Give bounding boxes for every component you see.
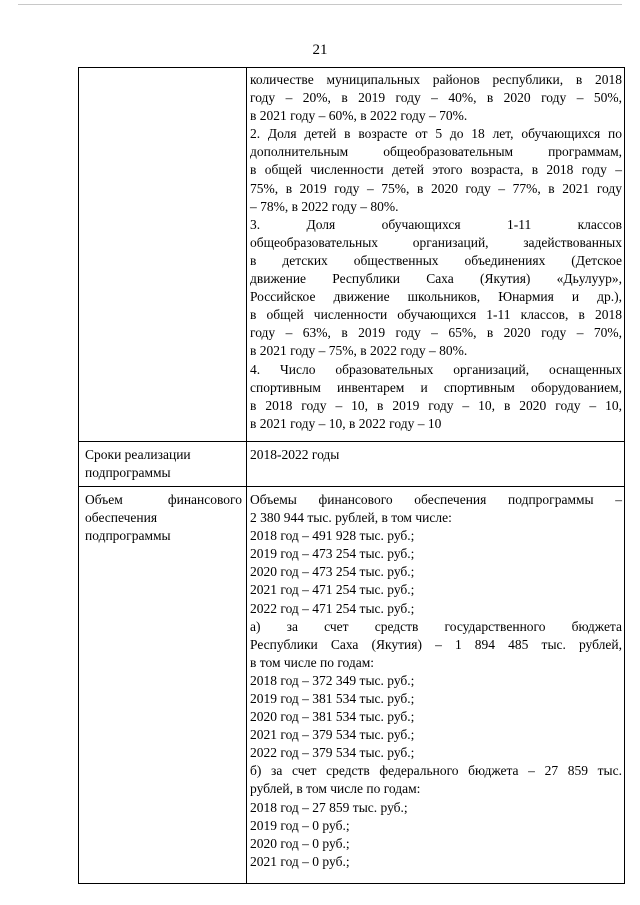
text-line: 2022 год – 471 254 тыс. руб.; xyxy=(250,600,415,616)
text-line: 75%, в 2019 году – 75%, в 2020 году – 77%, в 2021 году xyxy=(250,180,622,196)
text-line: 2018 год – 27 859 тыс. руб.; xyxy=(250,799,408,815)
text-line: в 2021 году – 10, в 2022 году – 10 xyxy=(250,415,442,431)
text-line: 3. Доля обучающихся 1-11 классов xyxy=(250,216,622,232)
text-line: в 2021 году – 60%, в 2022 году – 70%. xyxy=(250,108,468,124)
text-line: спортивным инвентарем и спортивным оборудованием, xyxy=(250,379,622,395)
table-row-indicators xyxy=(79,68,625,442)
text-line: 2019 год – 0 руб.; xyxy=(250,817,350,833)
text-line: количестве муниципальных районов республики, в 2018 xyxy=(250,72,622,87)
text-line: году – 63%, в 2019 году – 65%, в 2020 году – 70%, xyxy=(250,325,622,341)
terms-label-line: Сроки реализации xyxy=(85,446,191,462)
terms-label-cell xyxy=(79,441,247,486)
text-line: 2018 год – 372 349 тыс. руб.; xyxy=(250,672,415,688)
text-line: в детских общественных объединениях (Детское xyxy=(250,252,622,268)
text-line: 2. Доля детей в возрасте от 5 до 18 лет, обучающихся по xyxy=(250,126,622,142)
text-line: Объемы финансового обеспечения подпрограммы – xyxy=(250,491,622,507)
terms-value-cell xyxy=(247,441,625,486)
text-line: в 2018 году – 10, в 2019 году – 10, в 2020 году – 10, xyxy=(250,397,622,413)
funding-label xyxy=(79,487,246,549)
text-line: 2021 год – 471 254 тыс. руб.; xyxy=(250,582,415,598)
text-line: 2019 год – 473 254 тыс. руб.; xyxy=(250,546,415,562)
text-line: в общей численности детей этого возраста, в 2018 году – xyxy=(250,162,622,178)
text-line: 2020 год – 381 534 тыс. руб.; xyxy=(250,709,415,725)
page-top-rule xyxy=(18,4,622,5)
funding-value-cell xyxy=(247,486,625,883)
terms-label-line: подпрограммы xyxy=(85,464,171,480)
funding-label-line: Объем финансового xyxy=(85,491,242,507)
terms-value-text: 2018-2022 годы xyxy=(250,446,340,462)
text-line: 2020 год – 0 руб.; xyxy=(250,835,350,851)
text-line: Республики Саха (Якутия) – 1 894 485 тыс. рублей, xyxy=(250,636,622,652)
funding-text xyxy=(247,487,624,883)
indicators-text xyxy=(247,68,624,441)
table-row-terms xyxy=(79,441,625,486)
subprogram-passport-table xyxy=(78,67,625,884)
text-line: дополнительным общеобразовательным программам, xyxy=(250,144,622,160)
funding-label-cell xyxy=(79,486,247,883)
text-line: рублей, в том числе по годам: xyxy=(250,781,421,797)
text-line: – 78%, в 2022 году – 80%. xyxy=(250,198,399,214)
text-line: 2021 год – 0 руб.; xyxy=(250,853,350,869)
funding-label-line: подпрограммы xyxy=(85,527,171,543)
text-line: 4. Число образовательных организаций, оснащенных xyxy=(250,361,622,377)
terms-label xyxy=(79,442,246,486)
text-line: движение Республики Саха (Якутия) «Дьулуур», xyxy=(250,271,622,287)
text-line: общеобразовательных организаций, задействованных xyxy=(250,234,622,250)
text-line: Российское движение школьников, Юнармия и др.), xyxy=(250,289,622,305)
terms-value xyxy=(247,442,624,486)
text-line: 2018 год – 491 928 тыс. руб.; xyxy=(250,528,415,544)
text-line: в 2021 году – 75%, в 2022 году – 80%. xyxy=(250,343,468,359)
text-line: 2022 год – 379 534 тыс. руб.; xyxy=(250,745,415,761)
text-line: 2021 год – 379 534 тыс. руб.; xyxy=(250,727,415,743)
funding-label-line: обеспечения xyxy=(85,509,158,525)
table-row-funding xyxy=(79,486,625,883)
page-number: 21 xyxy=(312,42,328,58)
text-line: в общей численности обучающихся 1-11 классов, в 2018 xyxy=(250,307,622,323)
text-line: а) за счет средств государственного бюджета xyxy=(250,618,622,634)
text-line: в том числе по годам: xyxy=(250,654,375,670)
text-line: году – 20%, в 2019 году – 40%, в 2020 году – 50%, xyxy=(250,90,622,106)
text-line: б) за счет средств федерального бюджета – 27 859 тыс. xyxy=(250,763,622,779)
indicators-label-cell xyxy=(79,68,247,442)
text-line: 2019 год – 381 534 тыс. руб.; xyxy=(250,691,415,706)
indicators-value-cell xyxy=(247,68,625,442)
text-line: 2 380 944 тыс. рублей, в том числе: xyxy=(250,510,452,526)
text-line: 2020 год – 473 254 тыс. руб.; xyxy=(250,564,415,580)
